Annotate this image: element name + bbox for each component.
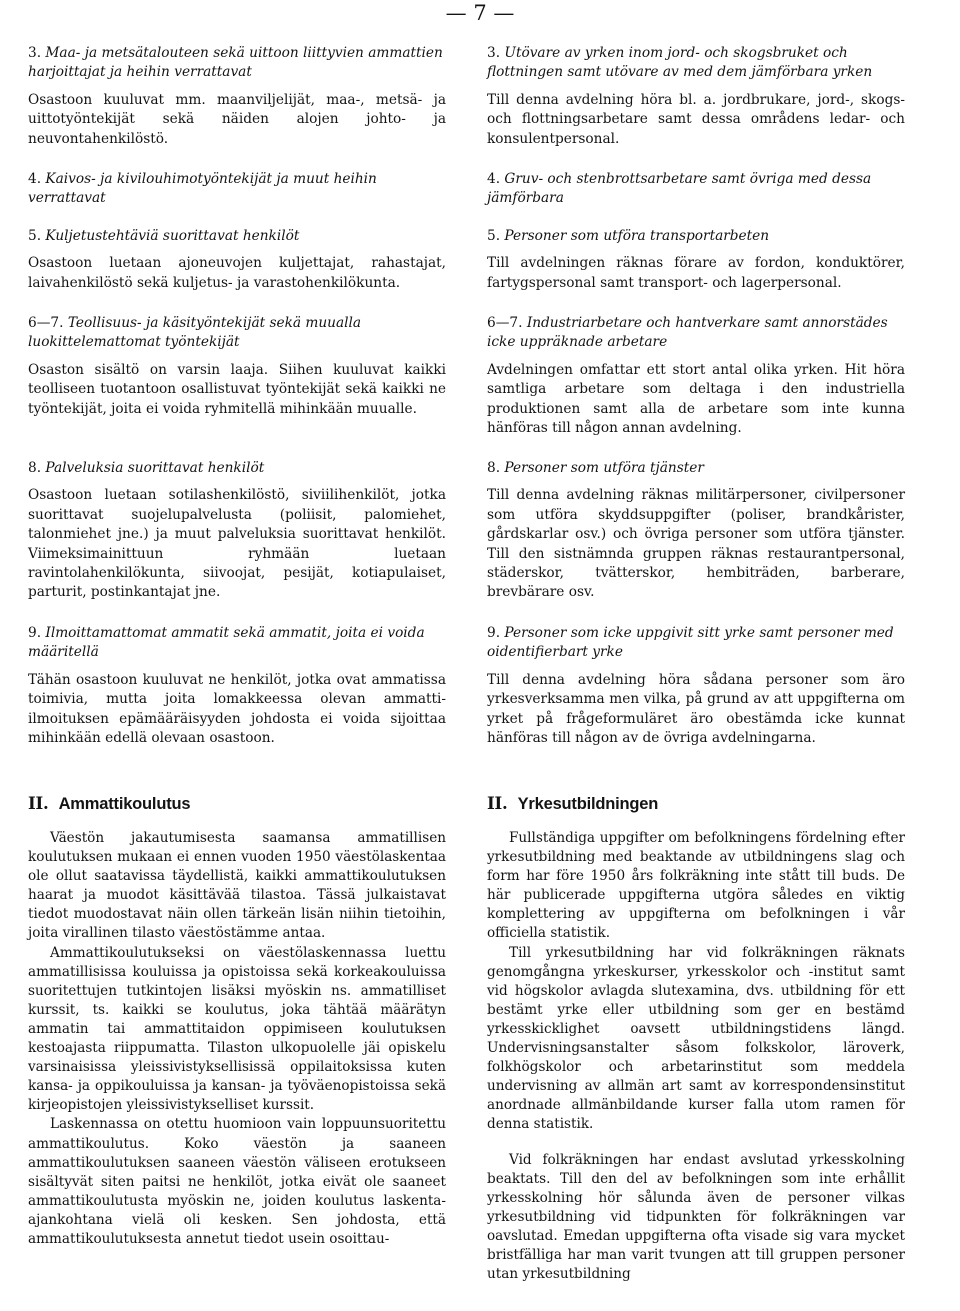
- fi-section-4-heading: 4. Kaivos- ja kivilouhimotyöntekijät ja muut heihin verrattavat: [28, 171, 377, 207]
- fi-section-5: [28, 227, 446, 293]
- sv-section-6-7: [487, 314, 905, 438]
- fi-section-5-body: Osastoon luetaan ajoneuvojen kuljettajat, rahastajat, laivahenkilöstö sekä kuljetus- ja varastohenkilökunta.: [28, 255, 446, 291]
- sv-section-5: [487, 227, 905, 293]
- sv-section-4: [487, 170, 905, 217]
- fi-section-6-7: [28, 314, 446, 419]
- sv-section-9-body: Till denna avdelning höra sådana personer som äro yrkesverksamma men vilka, på grund av att uppgifterna om yrket på frågeformuläret äro obestämda icke kunnat hänföras till någon av de övriga avdelningarna.: [487, 671, 905, 747]
- sv-section-3-heading: 3. Utövare av yrken inom jord- och skogsbruket och flottningen samt utövare av med dem jämförbara yrken: [487, 45, 873, 81]
- fi-section-9: [28, 624, 446, 748]
- sv-section-4-heading: 4. Gruv- och stenbrottsarbetare samt övriga med dessa jämförbara: [487, 171, 872, 207]
- fi-part-2: [28, 793, 446, 1249]
- fi-section-8-body: Osastoon luetaan sotilashenkilöstö, siviilihenkilöt, jotka suorittavat suojelupalvelusta (poliisit, palomiehet, talonmiehet jne.) ja muut palveluksia suorittavat henkilöt. Viimeksimainittuun ryhmään luetaan ravintolahenkilökunta, siivoojat, pesijät, kotiapulaiset, parturit, postinkantajat jne.: [28, 487, 446, 601]
- fi-section-8: [28, 459, 446, 603]
- fi-section-3: [28, 44, 446, 149]
- fi-section-3-heading: 3. Maa- ja metsätalouteen sekä uittoon liittyvien ammattien harjoittajat ja heihin verrattavat: [28, 45, 443, 81]
- sv-section-9: [487, 624, 905, 748]
- sv-part-2-heading: II. Yrkesutbildningen: [487, 794, 659, 813]
- sv-section-9-heading: 9. Personer som icke uppgivit sitt yrke samt personer med oidentifierbart yrke: [487, 625, 894, 661]
- fi-section-4: [28, 170, 446, 217]
- fi-section-6-7-heading: 6—7. Teollisuus- ja käsityöntekijät sekä muualla luokittelemattomat työntekijät: [28, 315, 362, 351]
- sv-section-8-heading: 8. Personer som utföra tjänster: [487, 460, 704, 476]
- sv-part-2-paragraph: Till yrkesutbildning har vid folkräkningen räknats genomgångna yrkeskurser, yrkesskolor och -institut samt vid högskolor avlagda slutexamina, dvs. utbildning för ett bestämt yrke eller utbildning som ger en bestämd yrkesskicklighet oavsett utbildningstidens längd. Undervisningsanstalter såsom folkskolor, läroverk, folkhögskolor och arbetarinstitut som meddela undervisning av allmän art samt av korrespondensinstitut anordnade allmänbildande kurser falla utom ramen för denna statistik.: [487, 944, 905, 1133]
- sv-section-6-7-body: Avdelningen omfattar ett stort antal olika yrken. Hit höra samtliga arbetare som deltaga i den industriella produktionen samt alla de arbetare som inte kunna hänföras till någon annan avdelning.: [487, 361, 905, 437]
- sv-part-2-paragraph: Vid folkräkningen har endast avslutad yrkesskolning beaktats. Till den del av befolkningen som inte erhållit yrkesskolning hör sålunda även de personer vilkas yrkesutbildning vid tidpunkten för folkräkningen var oavslutad. Emedan uppgifterna ofta visade sig vara mycket bristfälliga har man varit tvungen att till gruppen personer utan yrkesutbildning: [487, 1151, 905, 1283]
- sv-part-2: [487, 793, 905, 1284]
- sv-section-6-7-heading: 6—7. Industriarbetare och hantverkare samt annorstädes icke uppräknade arbetare: [487, 315, 888, 351]
- fi-section-6-7-body: Osaston sisältö on varsin laaja. Siihen kuuluvat kaikki teolliseen tuotantoon osallistuvat työntekijät sekä kaikki ne työntekijät, joita ei voida ryhmitellä mihinkään muualle.: [28, 361, 446, 417]
- fi-section-9-body: Tähän osastoon kuuluvat ne henkilöt, jotka ovat ammatissa toimivia, mutta joita lomakkeessa olevan ammatti-ilmoituksen epämääräisyyden johdosta ei voida sijoittaa mihinkään edellä olevaan osastoon.: [28, 671, 446, 747]
- fi-section-8-heading: 8. Palveluksia suorittavat henkilöt: [28, 460, 265, 476]
- page-number: — 7 —: [445, 1, 515, 25]
- fi-part-2-heading: II. Ammattikoulutus: [28, 794, 191, 813]
- sv-section-3-body: Till denna avdelning höra bl. a. jordbrukare, jord-, skogs- och flottningsarbetare samt dessa områdens ledar- och konsulentpersonal.: [487, 91, 905, 147]
- fi-section-3-body: Osastoon kuuluvat mm. maanviljelijät, maa-, metsä- ja uittotyöntekijät sekä näiden alojen johto- ja neuvontahenkilöstö.: [28, 91, 446, 147]
- fi-section-9-heading: 9. Ilmoittamattomat ammatit sekä ammatit, joita ei voida määritellä: [28, 625, 425, 661]
- fi-section-5-heading: 5. Kuljetustehtäviä suorittavat henkilöt: [28, 228, 300, 244]
- sv-part-2-paragraph: Fullständiga uppgifter om befolkningens fördelning efter yrkesutbildning med beaktande av utbildningens slag och form har före 1950 års folkräkning inte stått till buds. De här publicerade uppgifterna utgöra således en viktig komplettering av uppgifterna om befolkningen i vår officiella statistik.: [487, 830, 905, 942]
- sv-section-8: [487, 459, 905, 603]
- sv-section-5-heading: 5. Personer som utföra transportarbeten: [487, 228, 770, 244]
- sv-section-8-body: Till denna avdelning räknas militärpersoner, civilpersoner som utföra skyddsuppgifter (poliser, brandkårister, gårdskarlar osv.) och övriga personer som utföra tjänster. Till den sistnämnda gruppen räknas restaurantpersonal, städerskor, tvätterskor, hembiträden, barberare, brevbärare osv.: [487, 487, 905, 601]
- fi-part-2-paragraph: Ammattikoulutukseksi on väestölaskennassa luettu ammatillisissa kouluissa ja opistoissa sekä korkeakouluissa suoritettujen tutkintojen lisäksi myöskin ns. ammatilliset kurssit, ts. kaikki se koulutus, joka tähtää määrätyn ammatin tai ammattitaidon oppimiseen koulutuksen kestoajasta riippumatta. Tilaston ulkopuolelle jäi opiskelu varsinaisissa yleissivistyksellisissä oppilaitoksissa kuten kansa- ja oppikouluissa ja kansan- ja työväenopistoissa sekä kirjeopistojen yleissivistykselliset kurssit.: [28, 944, 446, 1114]
- sv-section-3: [487, 44, 905, 149]
- fi-part-2-paragraph: Väestön jakautumisesta saamansa ammatillisen koulutuksen mukaan ei ennen vuoden 1950 väestölaskentaa ole ollut saatavissa täydellistä, kaikki ammattikoulutuksen haarat ja muodot käsittävää tilastoa. Tässä julkaistavat tiedot muodostavat näin ollen tärkeän lisän niihin tietoihin, joita virallinen tilasto väestöstämme antaa.: [28, 830, 446, 942]
- fi-part-2-paragraph: Laskennassa on otettu huomioon vain loppuunsuoritettu ammattikoulutus. Koko väestön ja saaneen ammattikoulutuksen saaneen väestön väliseen erotukseen sisältyvät siten paitsi ne henkilöt, jotka eivät ole saaneet ammattikoulutusta myöskin ne, joiden koulutus laskenta-ajankohtana vielä oli kesken. Sen johdosta, että ammattikoulutuksesta annetut tiedot usein osoittau-: [28, 1116, 446, 1247]
- sv-section-5-body: Till avdelningen räknas förare av fordon, konduktörer, fartygspersonal samt transport- och lagerpersonal.: [487, 255, 905, 291]
